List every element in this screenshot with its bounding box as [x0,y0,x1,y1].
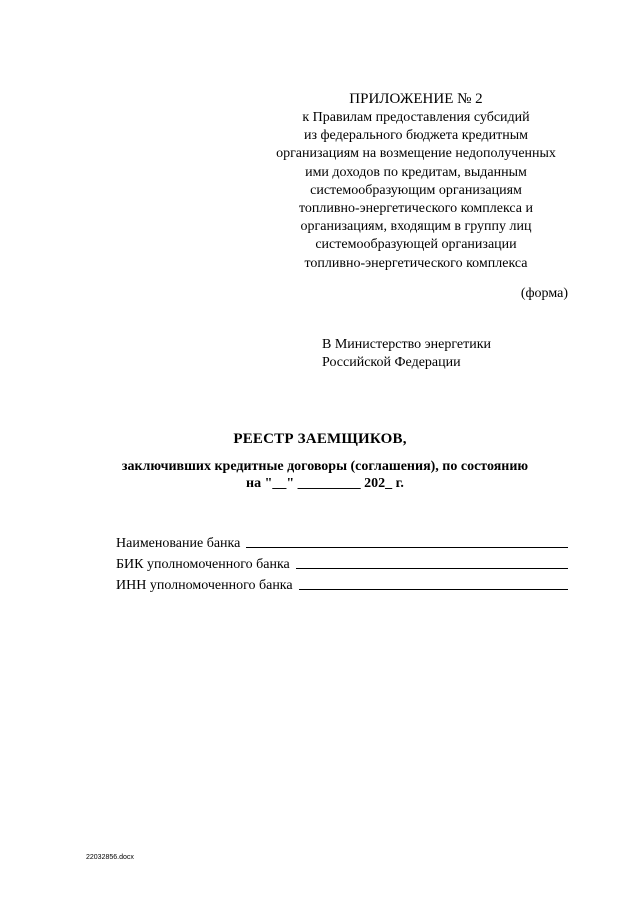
appendix-line: к Правилам предоставления субсидий [302,110,530,125]
bank-bik-field[interactable] [116,552,568,573]
fill-line[interactable] [299,588,568,590]
recipient-block [322,336,491,372]
form-label: (форма) [520,286,568,301]
appendix-line: ими доходов по кредитам, выданным [305,164,527,180]
field-label: Наименование банка [116,536,241,551]
recipient-line-1: В Министерство энергетики [322,337,492,352]
fill-line[interactable] [246,546,568,548]
appendix-line: из федерального бюджета кредитным [303,128,529,144]
fill-line[interactable] [296,567,568,569]
appendix-line: системообразующей организации [315,237,517,253]
appendix-line: организациям на возмещение недополученных [276,146,556,162]
field-label: ИНН уполномоченного банка [116,578,293,593]
registry-title: РЕЕСТР ЗАЕМЩИКОВ, [233,431,407,447]
appendix-line: организациям, входящим в группу лиц [300,219,532,235]
bank-fields [116,531,568,594]
appendix-header [258,90,574,273]
appendix-line: топливно-энергетического комплекса и [299,201,533,217]
bank-inn-field[interactable] [116,573,568,594]
registry-subtitle-line-1: заключивших кредитные договоры (соглашения), по состоянию [121,459,529,474]
bank-name-field[interactable] [116,531,568,552]
registry-subtitle [70,458,580,492]
appendix-title: ПРИЛОЖЕНИЕ № 2 [349,91,483,107]
footer-filename: 22032856.docx [86,854,134,861]
recipient-line-2: Российской Федерации [322,355,461,370]
field-label: БИК уполномоченного банка [116,557,290,572]
appendix-line: системообразующим организациям [310,182,522,198]
appendix-line: топливно-энергетического комплекса [304,255,528,271]
registry-date-line: на "__" _________ 202_ г. [246,476,404,491]
